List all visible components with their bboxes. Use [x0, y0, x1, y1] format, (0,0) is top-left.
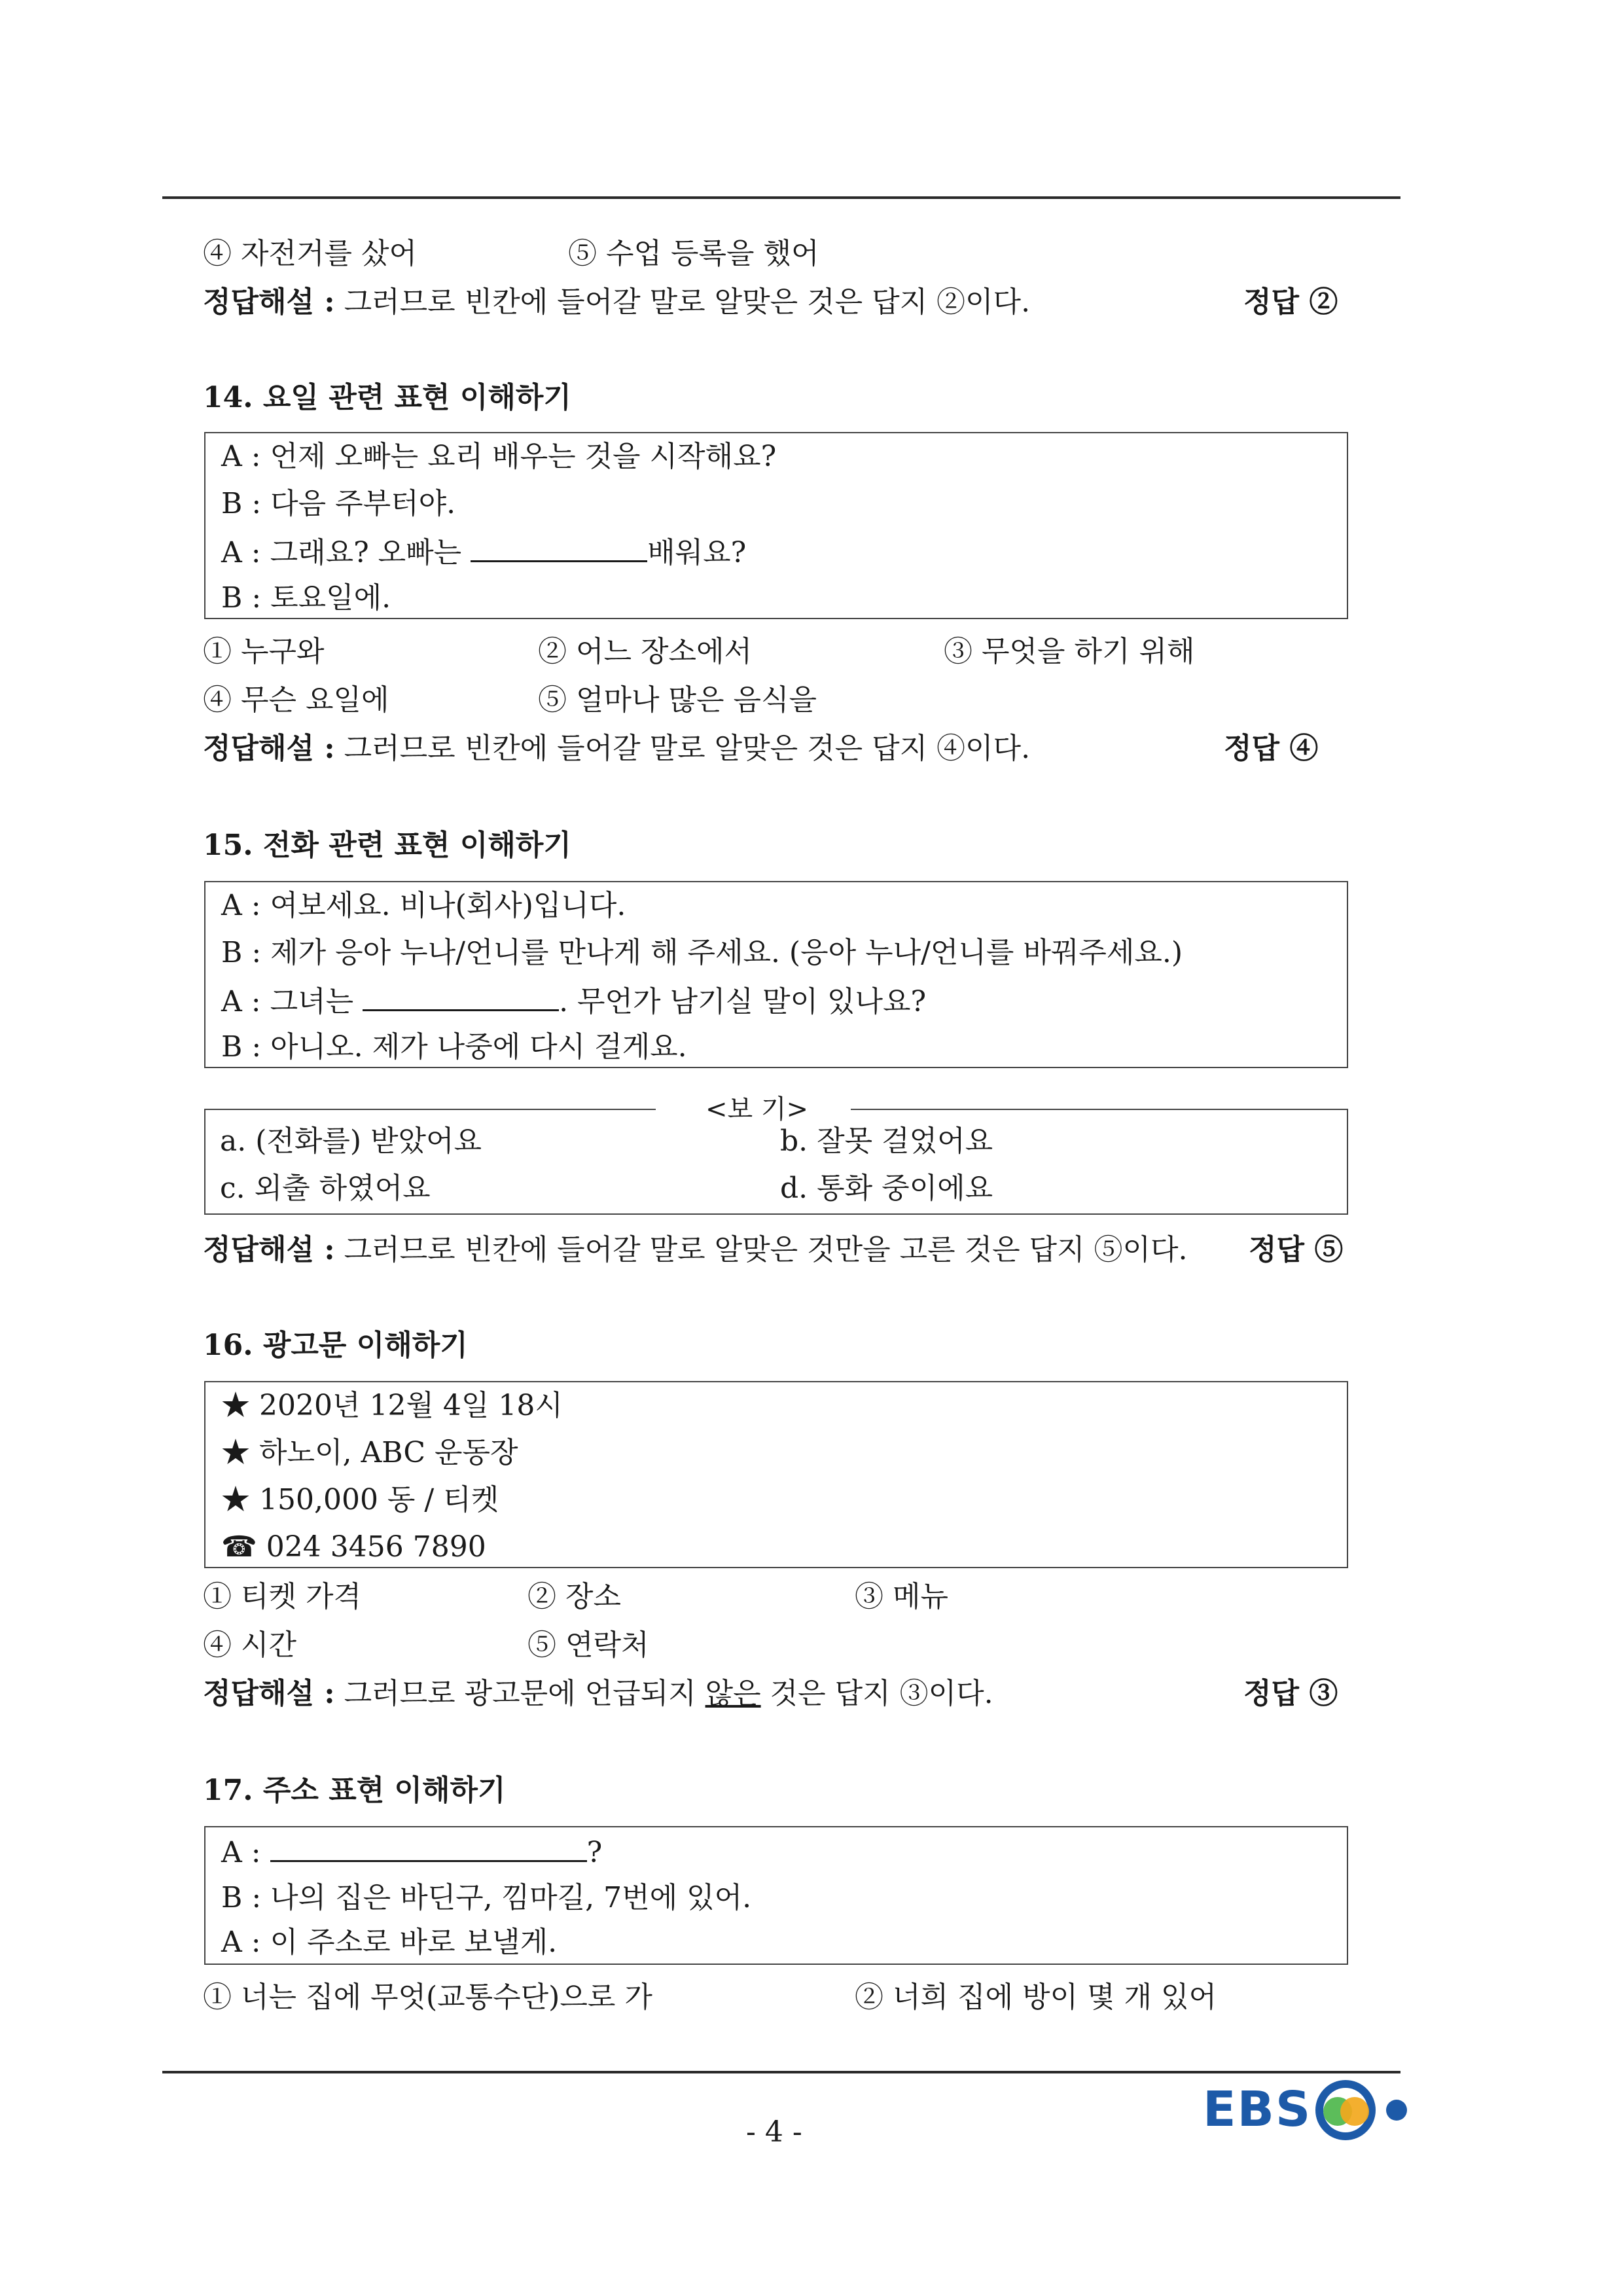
- explanation-text: 그러므로 광고문에 언급되지: [344, 1677, 705, 1710]
- ebs-logo-text: EBS: [1203, 2081, 1312, 2138]
- page-number: - 4 -: [746, 2115, 802, 2149]
- dialogue-line: B : 토요일에.: [221, 581, 391, 615]
- advert-line: ☎ 024 3456 7890: [221, 1530, 486, 1564]
- answer: 정답 ⑤: [1249, 1233, 1344, 1266]
- question-14-dialogue-box: [204, 432, 1348, 619]
- choice-4: ④ 시간: [203, 1628, 296, 1662]
- dialogue-line: B : 나의 집은 바딘구, 낌마길, 7번에 있어.: [221, 1881, 752, 1914]
- choice-3: ③ 메뉴: [855, 1580, 948, 1613]
- explanation: [203, 1674, 993, 1713]
- answer: 정답 ④: [1224, 732, 1319, 765]
- dialogue-text: A :: [221, 1836, 270, 1869]
- explanation-label: 정답해설 :: [203, 285, 335, 319]
- boki-title: <보 기>: [705, 1094, 809, 1124]
- choice-2: ② 어느 장소에서: [538, 635, 752, 668]
- dialogue-line: B : 다음 주부터야.: [221, 487, 456, 520]
- boki-box: [204, 1109, 1348, 1215]
- explanation-text: 그러므로 빈칸에 들어갈 말로 알맞은 것은 답지 ②이다.: [344, 285, 1031, 319]
- explanation: [203, 1230, 1188, 1270]
- choice-1: ① 티켓 가격: [203, 1580, 361, 1613]
- dialogue-line: A : 여보세요. 비나(회사)입니다.: [221, 889, 626, 922]
- answer-blank: [471, 531, 647, 562]
- header-rule: [162, 196, 1400, 199]
- ebs-logo: [1203, 2073, 1412, 2145]
- dialogue-line-with-blank: [221, 1831, 602, 1873]
- choice-5: ⑤ 연락처: [527, 1628, 649, 1662]
- choice-2: ② 장소: [527, 1580, 621, 1613]
- dialogue-line: A : 언제 오빠는 요리 배우는 것을 시작해요?: [221, 440, 777, 473]
- explanation-underlined: 않은: [705, 1677, 761, 1710]
- ebs-logo-icon: [1309, 2073, 1414, 2145]
- question-17-dialogue-box: [204, 1826, 1348, 1965]
- answer-blank: [270, 1831, 587, 1862]
- explanation-label: 정답해설 :: [203, 1677, 335, 1710]
- dialogue-line: B : 제가 응아 누나/언니를 만나게 해 주세요. (응아 누나/언니를 바꿔주세요.): [221, 936, 1183, 969]
- dialogue-line-with-blank: [221, 531, 746, 573]
- choice-3: ③ 무엇을 하기 위해: [944, 635, 1195, 668]
- choice-4: ④ 무슨 요일에: [203, 683, 389, 717]
- explanation: [203, 283, 1030, 322]
- answer: 정답 ②: [1243, 285, 1338, 319]
- advert-line: ★ 150,000 동 / 티켓: [221, 1483, 499, 1516]
- dialogue-text: . 무언가 남기실 말이 있나요?: [559, 985, 927, 1018]
- choice-1: ① 너는 집에 무엇(교통수단)으로 가: [203, 1981, 652, 2014]
- answer-blank: [363, 980, 559, 1011]
- boki-item: c. 외출 하였어요: [220, 1172, 431, 1205]
- question-15-title: 15. 전화 관련 표현 이해하기: [203, 829, 571, 862]
- explanation-text: 그러므로 빈칸에 들어갈 말로 알맞은 것은 답지 ④이다.: [344, 732, 1031, 765]
- choice-1: ① 누구와: [203, 635, 325, 668]
- question-16-title: 16. 광고문 이해하기: [203, 1329, 468, 1362]
- choice-5: ⑤ 수업 등록을 했어: [568, 237, 819, 270]
- dialogue-text: 배워요?: [647, 536, 747, 569]
- explanation: [203, 729, 1030, 768]
- advert-line: ★ 2020년 12월 4일 18시: [221, 1389, 563, 1422]
- choice-2: ② 너희 집에 방이 몇 개 있어: [855, 1981, 1217, 2014]
- question-17-title: 17. 주소 표현 이해하기: [203, 1774, 506, 1807]
- question-15-dialogue-box: [204, 881, 1348, 1068]
- choice-5: ⑤ 얼마나 많은 음식을: [538, 683, 817, 717]
- boki-item: d. 통화 중이에요: [780, 1172, 993, 1205]
- dialogue-line: A : 이 주소로 바로 보낼게.: [221, 1926, 558, 1959]
- explanation-text: 것은 답지 ③이다.: [760, 1677, 993, 1710]
- dialogue-text: ?: [586, 1836, 603, 1869]
- answer: 정답 ③: [1243, 1677, 1338, 1710]
- boki-item: b. 잘못 걸었어요: [780, 1124, 993, 1158]
- question-16-advert-box: [204, 1381, 1348, 1568]
- boki-item: a. (전화를) 받았어요: [220, 1124, 482, 1158]
- explanation-text: 그러므로 빈칸에 들어갈 말로 알맞은 것만을 고른 것은 답지 ⑤이다.: [344, 1233, 1188, 1266]
- advert-line: ★ 하노이, ABC 운동장: [221, 1436, 518, 1469]
- dialogue-text: A : 그래요? 오빠는: [221, 536, 471, 569]
- dialogue-line-with-blank: [221, 980, 926, 1022]
- dialogue-text: A : 그녀는: [221, 985, 363, 1018]
- explanation-label: 정답해설 :: [203, 1233, 335, 1266]
- question-14-title: 14. 요일 관련 표현 이해하기: [203, 381, 571, 414]
- choice-4: ④ 자전거를 샀어: [203, 237, 417, 270]
- dialogue-line: B : 아니오. 제가 나중에 다시 걸게요.: [221, 1030, 687, 1064]
- explanation-label: 정답해설 :: [203, 732, 335, 765]
